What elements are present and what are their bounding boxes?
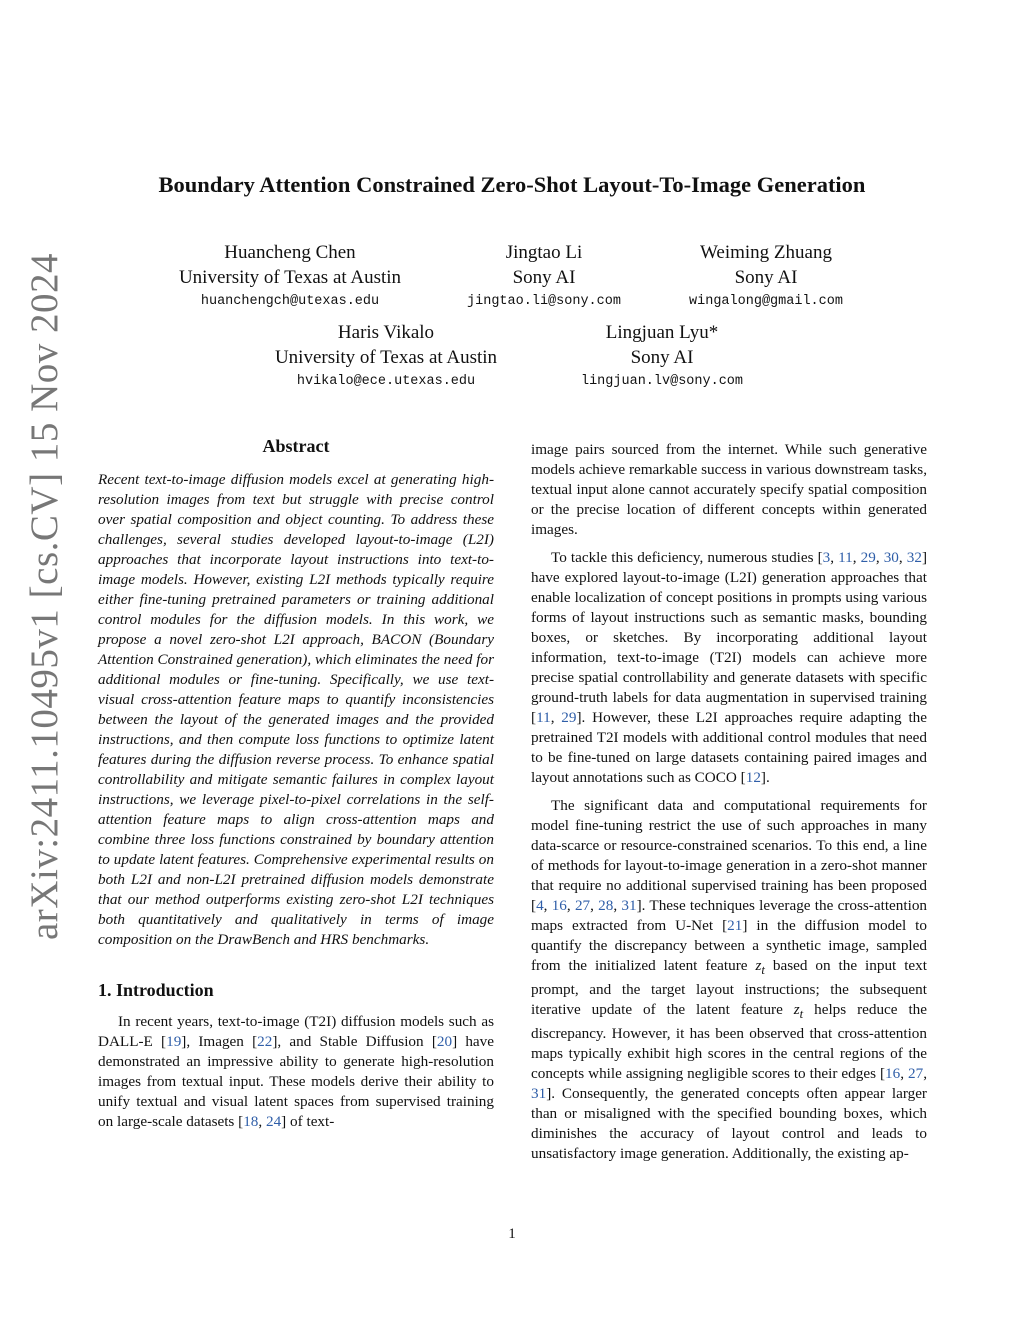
- page-number: 1: [508, 1226, 516, 1242]
- citation-link[interactable]: 4: [536, 897, 544, 914]
- citation-link[interactable]: 16: [885, 1065, 901, 1083]
- author-name: Lingjuan Lyu*: [605, 322, 719, 343]
- author-affiliation: University of Texas at Austin: [274, 347, 498, 368]
- citation-link[interactable]: 30: [883, 549, 899, 566]
- citation-link[interactable]: 28: [598, 897, 614, 914]
- author-block: [562, 320, 762, 389]
- author-name: Jingtao Li: [505, 242, 583, 263]
- abstract-text: Recent text-to-image diffusion models excel at generating high-resolution images from text but struggle with precise control over spatial composition and object counting. To address these challenges, several studies developed layout-to-image (L2I) approaches that incorporate layout instructions into text-to-image models. However, existing L2I methods typically require either fine-tuning pretrained parameters or training additional control modules for the diffusion models. In this work, we propose a novel zero-shot L2I approach, BACON (Boundary Attention Constrained generation), which eliminates the need for additional modules or fine-tuning. Specifically, we use text-visual cross-attention feature maps to quantify inconsistencies between the layout of the generated images and the provided instructions, and then compute loss functions to optimize latent features during the diffusion reverse process. To enhance spatial controllability and mitigate semantic failures in complex layout instructions, we leverage pixel-to-pixel correlations in the self-attention feature maps to align cross-attention maps and combine three loss functions constrained by boundary attention to update latent features. Comprehensive experimental results on both L2I and non-L2I pretrained diffusion models demonstrate that our method outperforms existing zero-shot L2I techniques both quantitatively and qualitatively in terms of image composition on the DrawBench and HRS benchmarks.: [98, 471, 494, 948]
- author-affiliation: Sony AI: [512, 267, 576, 288]
- section-heading-introduction: 1. Introduction: [98, 980, 214, 1000]
- arxiv-identifier: arXiv:2411.10495v1 [cs.CV] 15 Nov 2024: [23, 253, 66, 940]
- abstract-heading: Abstract: [262, 436, 330, 456]
- citation-link[interactable]: 22: [257, 1033, 273, 1050]
- author-name: Huancheng Chen: [224, 242, 356, 263]
- author-affiliation: Sony AI: [734, 267, 798, 288]
- citation-link[interactable]: 16: [551, 897, 567, 914]
- citation-link[interactable]: 24: [265, 1113, 282, 1130]
- citation-link[interactable]: 27: [574, 897, 591, 914]
- citation-link[interactable]: 11: [838, 549, 853, 566]
- right-column: [531, 440, 927, 1164]
- citation-link[interactable]: 31: [531, 1085, 547, 1103]
- author-affiliation: Sony AI: [630, 347, 694, 368]
- citation-link[interactable]: 32: [906, 549, 922, 566]
- paper-title: Boundary Attention Constrained Zero-Shot Layout-To-Image Generation: [158, 172, 866, 197]
- author-name: Haris Vikalo: [337, 322, 435, 343]
- citation-link[interactable]: 27: [908, 1065, 924, 1083]
- citation-link[interactable]: 18: [243, 1113, 259, 1130]
- math-variable: $z_t$: [755, 957, 765, 978]
- intro-paragraph-2: To tackle this deficiency, numerous studies [3, 11, 29, 30, 32] have explored layout-to-image (L2I) generation approaches that enable localization of concept positions in prompts using various forms of layout instructions such as semantic masks, bounding boxes, or sketches. By incorporating additional layout information, text-to-image (T2I) models can achieve more precise spatial controllability and generate datasets with specific ground-truth labels for data augmentation in supervised training [11, 29]. However, these L2I approaches require adapting the pretrained T2I models with additional control modules that need to be fine-tuned on large datasets containing paired images and layout annotations such as COCO [12].: [531, 549, 928, 786]
- author-email[interactable]: huanchengch@utexas.edu: [200, 294, 380, 309]
- left-column: [98, 436, 494, 1132]
- author-block: [266, 320, 506, 389]
- citation-link[interactable]: 3: [822, 549, 831, 566]
- intro-paragraph-1-continued: image pairs sourced from the internet. While such generative models achieve remarkable success in various downstream tasks, textual input alone cannot accurately specify spatial composition or the precise location of different concepts within generated images.: [531, 441, 927, 538]
- intro-paragraph-1: In recent years, text-to-image (T2I) diffusion models such as DALL-E [19], Imagen [22], and Stable Diffusion [20] have demonstrated an impressive ability to generate high-resolution images from textual input. These models derive their ability to unify textual and visual latent spaces from supervised training on large-scale datasets [18, 24] of text-: [98, 1013, 494, 1130]
- author-block: [444, 240, 644, 309]
- author-email[interactable]: lingjuan.lv@sony.com: [580, 374, 744, 389]
- citation-link[interactable]: 19: [166, 1033, 182, 1050]
- author-email[interactable]: jingtao.li@sony.com: [467, 294, 621, 309]
- author-email[interactable]: hvikalo@ece.utexas.edu: [296, 374, 476, 389]
- citation-link[interactable]: 21: [727, 917, 743, 934]
- author-block: [170, 240, 410, 309]
- citation-link[interactable]: 29: [561, 709, 577, 726]
- citation-link[interactable]: 12: [745, 769, 761, 786]
- intro-paragraph-3: The significant data and computational requirements for model fine-tuning restrict the use of such approaches in many data-scarce or resource-constrained scenarios. To this end, a line of methods for layout-to-image generation in a zero-shot manner that require no additional supervised training has been proposed [4, 16, 27, 28, 31]. These techniques leverage the cross-attention maps extracted from U-Net [21] in the diffusion model to quantify the discrepancy between a synthetic image, sampled from the initialized latent feature $z_t$ based on the input text prompt, and the target layout instructions; the subsequent iterative update of the latent feature $z_t$ helps reduce the discrepancy. However, it has been observed that cross-attention maps typically exhibit high scores in the central regions of the concepts while assigning negligible scores to their edges [16, 27, 31]. Consequently, the generated concepts often appear larger than or misaligned with the specified bounding boxes, which diminishes the accuracy of layout control and leads to unsatisfactory image generation. Additionally, the existing ap-: [531, 797, 928, 1163]
- author-affiliation: University of Texas at Austin: [178, 267, 402, 288]
- math-variable: $z_t$: [793, 1001, 804, 1022]
- citation-link[interactable]: 11: [536, 709, 551, 726]
- citation-link[interactable]: 20: [436, 1033, 453, 1050]
- author-block: [666, 240, 866, 309]
- author-email[interactable]: wingalong@gmail.com: [689, 294, 843, 309]
- citation-link[interactable]: 29: [860, 549, 876, 566]
- citation-link[interactable]: 31: [621, 897, 637, 914]
- author-name: Weiming Zhuang: [700, 242, 832, 263]
